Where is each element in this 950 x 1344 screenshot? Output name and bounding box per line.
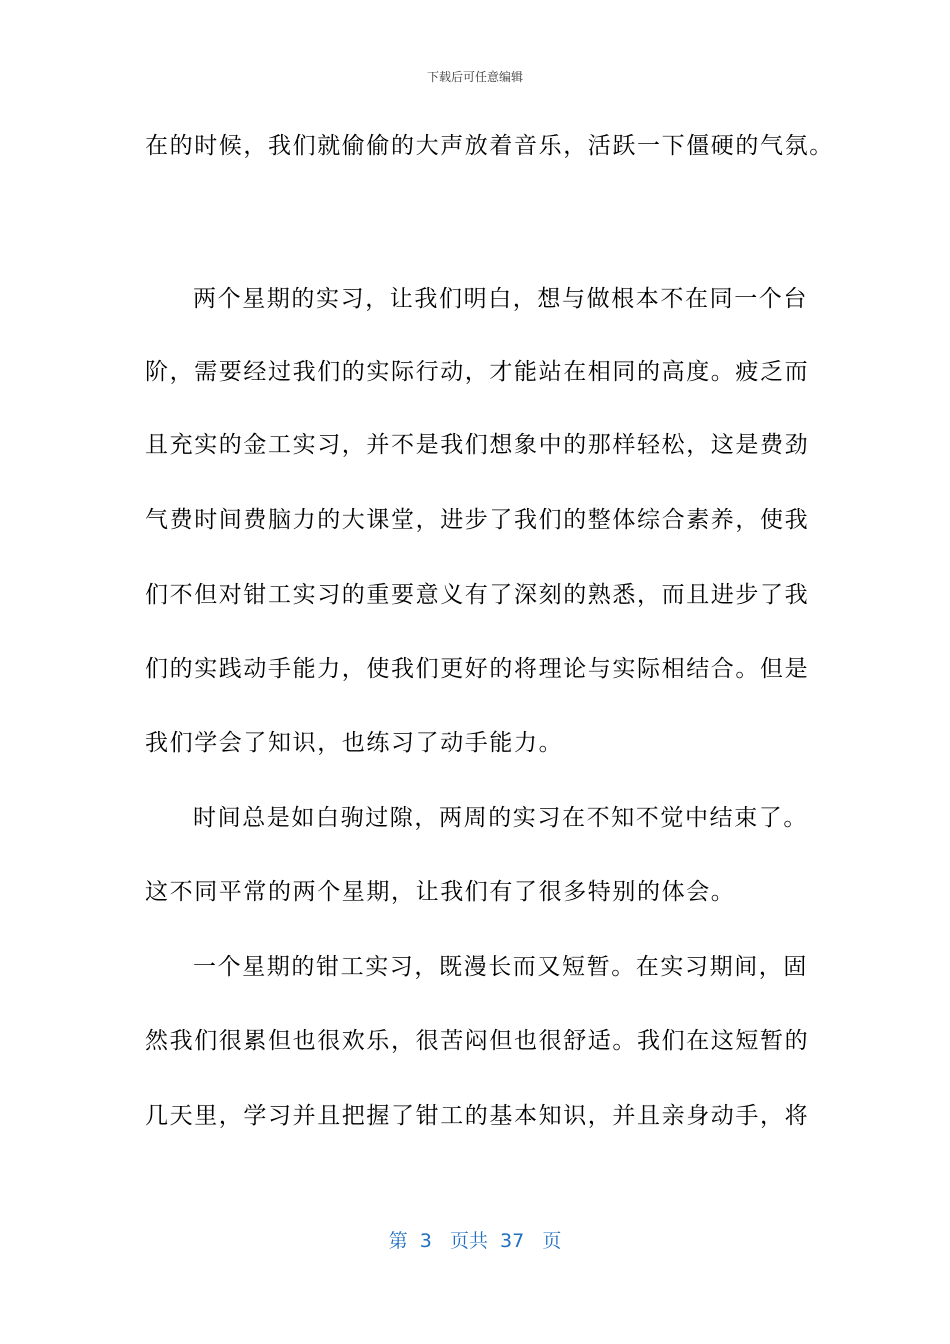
text-line: 一个星期的钳工实习，既漫长而又短暂。在实习期间，固 (193, 954, 808, 980)
text-line: 气费时间费脑力的大课堂，进步了我们的整体综合素养，使我 (145, 507, 810, 533)
page-footer: 第 3 页共 37 页 (388, 1230, 562, 1252)
text-line: 几天里，学习并且把握了钳工的基本知识，并且亲身动手，将 (145, 1103, 810, 1129)
text-line: 在的时候，我们就偷偷的大声放着音乐，活跃一下僵硬的气氛。 (145, 133, 834, 159)
header-note: 下载后可任意编辑 (426, 70, 523, 84)
text-line: 阶，需要经过我们的实际行动，才能站在相同的高度。疲乏而 (145, 359, 810, 385)
text-line: 两个星期的实习，让我们明白，想与做根本不在同一个台 (193, 286, 808, 312)
text-line: 们不但对钳工实习的重要意义有了深刻的熟悉，而且进步了我 (145, 582, 810, 608)
text-line: 时间总是如白驹过隙，两周的实习在不知不觉中结束了。 (193, 805, 808, 831)
text-line: 我们学会了知识，也练习了动手能力。 (145, 730, 564, 756)
text-line: 然我们很累但也很欢乐，很苦闷但也很舒适。我们在这短暂的 (145, 1028, 810, 1054)
text-line: 们的实践动手能力，使我们更好的将理论与实际相结合。但是 (145, 656, 810, 682)
text-line: 这不同平常的两个星期，让我们有了很多特别的体会。 (145, 879, 736, 905)
text-line: 且充实的金工实习，并不是我们想象中的那样轻松，这是费劲 (145, 432, 810, 458)
